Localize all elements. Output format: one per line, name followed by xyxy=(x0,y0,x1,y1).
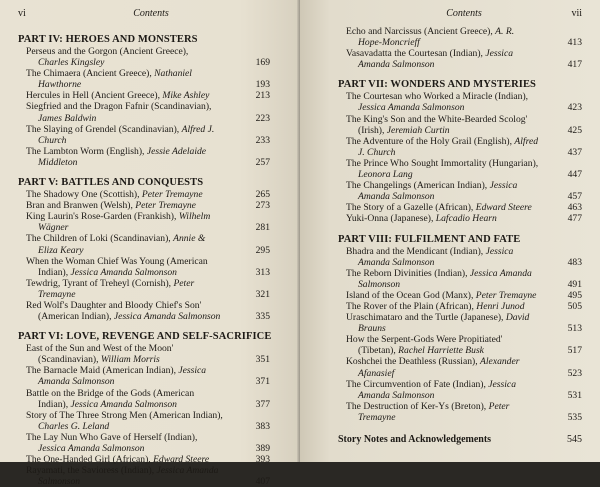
entry-line: Tremayne xyxy=(38,288,76,300)
entry-line: Yuki-Onna (Japanese), Lafcadio Hearn xyxy=(346,213,497,225)
entry-line: The Changelings (American Indian), Jessica xyxy=(346,180,518,192)
entry-line: Afanasief xyxy=(358,367,395,379)
contents-entry[interactable] xyxy=(18,101,284,123)
entry-line: Uraschimataro and the Turtle (Japanese), David xyxy=(346,312,530,324)
contents-entry[interactable] xyxy=(338,268,590,290)
contents-entry[interactable] xyxy=(338,334,590,356)
entry-title xyxy=(18,200,244,211)
entry-title xyxy=(18,146,244,168)
entry-page-number: 377 xyxy=(255,398,270,410)
entry-line: Eliza Keary xyxy=(38,244,84,256)
entry-line: Amanda Salmonson xyxy=(38,376,115,388)
entry-line: Red Wolf's Daughter and Bloody Chief's Son' xyxy=(26,299,202,311)
part-heading: PART IV: HEROES AND MONSTERS xyxy=(18,34,198,45)
contents-entry[interactable] xyxy=(18,432,284,454)
entry-line: The Chimaera (Ancient Greece), Nathaniel xyxy=(26,68,192,80)
entry-line: Battle on the Bridge of the Gods (American xyxy=(26,387,195,399)
entry-page-number: 483 xyxy=(567,256,582,268)
entry-page-number: 417 xyxy=(567,59,582,71)
right-page xyxy=(300,0,600,462)
page-number-vii: vii xyxy=(571,8,582,19)
entry-page-number: 321 xyxy=(255,288,270,300)
entry-title xyxy=(338,202,552,213)
entry-line: How the Serpent-Gods Were Propitiated' xyxy=(346,334,503,346)
entry-page-number: 535 xyxy=(567,411,582,423)
entry-title xyxy=(18,256,244,278)
entry-line: (American Indian), Jessica Amanda Salmonson xyxy=(38,311,221,323)
entry-line: Perseus and the Gorgon (Ancient Greece), xyxy=(26,46,189,57)
left-contents-list xyxy=(18,34,284,487)
entry-page-number: 531 xyxy=(567,389,582,401)
entry-page-number: 393 xyxy=(255,454,270,466)
running-head: Contents xyxy=(446,8,482,19)
entry-line: Charles Kingsley xyxy=(38,57,105,69)
entry-line: The One-Handed Girl (African), Edward Steere xyxy=(26,454,210,466)
entry-line: The Adventure of the Holy Grail (English), Alfred xyxy=(346,135,539,147)
contents-entry[interactable] xyxy=(338,356,590,378)
entry-line: Hope-Moncrieff xyxy=(358,37,420,49)
contents-entry[interactable] xyxy=(18,256,284,278)
entry-page-number: 517 xyxy=(567,345,582,357)
entry-title xyxy=(18,189,244,200)
entry-title xyxy=(338,213,552,224)
entry-line: J. Church xyxy=(358,146,396,158)
entry-page-number: 523 xyxy=(567,367,582,379)
entry-line: Jessica Amanda Salmonson xyxy=(358,102,465,114)
contents-entry[interactable] xyxy=(338,246,590,268)
story-notes-entry[interactable] xyxy=(338,434,590,445)
entry-page-number: 447 xyxy=(567,169,582,181)
entry-page-number: 313 xyxy=(255,266,270,278)
contents-entry[interactable] xyxy=(338,401,590,423)
contents-entry[interactable] xyxy=(338,158,590,180)
entry-page-number: 233 xyxy=(255,134,270,146)
entry-title xyxy=(338,356,552,378)
entry-page-number: 383 xyxy=(255,420,270,432)
contents-entry[interactable] xyxy=(338,202,590,213)
contents-entry[interactable] xyxy=(18,46,284,68)
entry-title xyxy=(18,432,244,454)
part-heading: PART VIII: FULFILMENT AND FATE xyxy=(338,233,521,245)
entry-line: Amanda Salmonson xyxy=(358,191,435,203)
entry-title xyxy=(338,26,552,48)
right-page-header xyxy=(338,6,590,22)
entry-page-number: 281 xyxy=(255,222,270,234)
entry-line: Hawthorne xyxy=(38,79,82,91)
entry-line: Salmonson xyxy=(358,278,401,290)
entry-title xyxy=(338,136,552,158)
entry-page-number: 407 xyxy=(255,476,270,487)
entry-line: (Irish), Jeremiah Curtin xyxy=(358,124,450,136)
entry-line: Island of the Ocean God (Manx), Peter Tremayne xyxy=(346,289,537,301)
entry-line: Amanda Salmonson xyxy=(358,256,435,268)
entry-title xyxy=(18,211,244,233)
contents-entry[interactable] xyxy=(18,146,284,168)
entry-line: Wägner xyxy=(38,222,69,234)
contents-entry[interactable] xyxy=(18,90,284,101)
entry-line: Bran and Branwen (Welsh), Peter Tremayne xyxy=(26,200,196,212)
entry-page-number: 477 xyxy=(567,213,582,225)
entry-page-number: 505 xyxy=(567,300,582,312)
contents-entry[interactable] xyxy=(18,233,284,255)
entry-line: Echo and Narcissus (Ancient Greece), A. R. xyxy=(346,26,515,37)
entry-title xyxy=(18,101,244,123)
contents-entry[interactable] xyxy=(338,379,590,401)
entry-title xyxy=(338,246,552,268)
entry-page-number: 413 xyxy=(567,37,582,49)
entry-line: The Reborn Divinities (Indian), Jessica Amanda xyxy=(346,267,532,279)
entry-line: (Tibetan), Rachel Harriette Busk xyxy=(358,345,484,357)
entry-line: The Prince Who Sought Immortality (Hungarian), xyxy=(346,157,539,169)
running-head: Contents xyxy=(133,8,169,19)
entry-page-number: 437 xyxy=(567,146,582,158)
entry-title xyxy=(338,48,552,70)
contents-entry[interactable] xyxy=(338,290,590,301)
entry-line: Tremayne xyxy=(358,411,396,423)
entry-page-number: 193 xyxy=(255,79,270,91)
continued-entries xyxy=(338,26,590,70)
entry-title xyxy=(18,388,244,410)
entry-page-number: 389 xyxy=(255,443,270,454)
entry-title xyxy=(18,124,244,146)
contents-entry[interactable] xyxy=(18,454,284,465)
contents-entry[interactable] xyxy=(18,211,284,233)
left-page-header xyxy=(18,6,284,22)
entry-line: Brauns xyxy=(358,323,386,335)
entry-title xyxy=(18,278,244,300)
entry-line: The Story of a Gazelle (African), Edward Steere xyxy=(346,202,532,214)
entry-title xyxy=(18,90,244,101)
entry-title xyxy=(338,290,552,301)
entry-line: The Lay Nun Who Gave of Herself (Indian), xyxy=(26,431,198,443)
entry-title xyxy=(338,114,552,136)
entry-page-number: 295 xyxy=(255,244,270,256)
entry-page-number: 495 xyxy=(567,289,582,301)
contents-entry[interactable] xyxy=(18,68,284,90)
entry-line: Rayamati, the Savioress (Indian), Jessica Amanda xyxy=(26,465,219,477)
contents-entry[interactable] xyxy=(18,200,284,211)
entry-title xyxy=(338,268,552,290)
entry-title xyxy=(338,180,552,202)
entry-page-number: 273 xyxy=(255,200,270,212)
contents-entry[interactable] xyxy=(338,301,590,312)
entry-line: The Children of Loki (Scandinavian), Annie & xyxy=(26,233,206,245)
entry-title xyxy=(338,401,552,423)
entry-line: Story of The Three Strong Men (American Indian), xyxy=(26,409,223,421)
contents-entry[interactable] xyxy=(338,48,590,70)
entry-line: Siegfried and the Dragon Fafnir (Scandinavian), xyxy=(26,101,212,113)
story-notes-title: Story Notes and Acknowledgements xyxy=(338,434,492,445)
entry-title xyxy=(338,334,552,356)
entry-page-number: 335 xyxy=(255,311,270,323)
entry-title xyxy=(18,465,244,487)
entry-page-number: 223 xyxy=(255,112,270,124)
entry-title xyxy=(18,365,244,387)
right-contents-list xyxy=(338,79,590,423)
part-heading: PART VII: WONDERS AND MYSTERIES xyxy=(338,79,536,91)
entry-line: James Baldwin xyxy=(38,112,97,124)
entry-page-number: 169 xyxy=(255,57,270,69)
entry-title xyxy=(338,379,552,401)
entry-line: The Circumvention of Fate (Indian), Jessica xyxy=(346,378,516,390)
entry-line: The Slaying of Grendel (Scandinavian), Alfred J. xyxy=(26,123,215,135)
contents-entry[interactable] xyxy=(338,312,590,334)
entry-line: Amanda Salmonson xyxy=(358,59,435,71)
entry-page-number: 213 xyxy=(255,90,270,102)
entry-page-number: 425 xyxy=(567,124,582,136)
entry-page-number: 371 xyxy=(255,376,270,388)
entry-page-number: 457 xyxy=(567,191,582,203)
contents-entry[interactable] xyxy=(338,180,590,202)
page-number-vi: vi xyxy=(18,8,26,19)
contents-entry[interactable] xyxy=(18,278,284,300)
contents-entry[interactable] xyxy=(338,26,590,48)
contents-entry[interactable] xyxy=(18,300,284,322)
entry-page-number: 513 xyxy=(567,323,582,335)
entry-line: (Scandinavian), William Morris xyxy=(38,354,160,366)
contents-entry[interactable] xyxy=(18,124,284,146)
entry-title xyxy=(338,158,552,180)
entry-line: Vasavadatta the Courtesan (Indian), Jessica xyxy=(346,48,514,60)
entry-line: East of the Sun and West of the Moon' xyxy=(26,343,174,355)
entry-title xyxy=(18,410,244,432)
entry-line: The Courtesan who Worked a Miracle (Indian), xyxy=(346,91,529,103)
entry-line: The Rover of the Plain (African), Henri Junod xyxy=(346,300,525,312)
entry-line: Bhadra and the Mendicant (Indian), Jessica xyxy=(346,245,514,257)
entry-page-number: 351 xyxy=(255,354,270,366)
entry-line: Salmonson xyxy=(38,476,81,487)
contents-entry[interactable] xyxy=(338,136,590,158)
entry-line: The King's Son and the White-Bearded Scolog' xyxy=(346,113,528,125)
entry-line: Charles G. Leland xyxy=(38,420,110,432)
entry-line: Koshchei the Deathless (Russian), Alexander xyxy=(346,356,520,368)
entry-title xyxy=(338,91,552,113)
entry-title xyxy=(338,301,552,312)
contents-entry[interactable] xyxy=(18,365,284,387)
part-heading: PART V: BATTLES AND CONQUESTS xyxy=(18,177,204,189)
entry-line: Indian), Jessica Amanda Salmonson xyxy=(38,398,177,410)
story-notes-page: 545 xyxy=(567,434,582,445)
entry-line: The Destruction of Ker-Ys (Breton), Peter xyxy=(346,400,510,412)
entry-line: Middleton xyxy=(38,156,78,168)
entry-line: Church xyxy=(38,134,67,146)
entry-line: The Barnacle Maid (American Indian), Jessica xyxy=(26,365,207,377)
contents-entry[interactable] xyxy=(338,213,590,224)
entry-line: The Lambton Worm (English), Jessie Adelaide xyxy=(26,145,207,157)
contents-entry[interactable] xyxy=(18,410,284,432)
entry-page-number: 423 xyxy=(567,102,582,114)
entry-page-number: 265 xyxy=(255,189,270,201)
entry-line: When the Woman Chief Was Young (American xyxy=(26,255,208,267)
contents-entry[interactable] xyxy=(18,343,284,365)
entry-page-number: 257 xyxy=(255,156,270,168)
contents-entry[interactable] xyxy=(18,465,284,487)
entry-title xyxy=(338,312,552,334)
entry-title xyxy=(18,233,244,255)
contents-entry[interactable] xyxy=(338,91,590,113)
entry-line: Amanda Salmonson xyxy=(358,389,435,401)
contents-entry[interactable] xyxy=(18,388,284,410)
entry-title xyxy=(18,300,244,322)
entry-line: King Laurin's Rose-Garden (Frankish), Wilhelm xyxy=(26,211,211,223)
entry-line: The Shadowy One (Scottish), Peter Tremayne xyxy=(26,189,203,201)
entry-title xyxy=(18,68,244,90)
entry-line: Indian), Jessica Amanda Salmonson xyxy=(38,266,177,278)
contents-entry[interactable] xyxy=(338,114,590,136)
entry-page-number: 491 xyxy=(567,278,582,290)
entry-line: Jessica Amanda Salmonson xyxy=(38,443,145,454)
entry-line: Leonora Lang xyxy=(358,169,413,181)
entry-title xyxy=(18,343,244,365)
entry-title xyxy=(18,46,244,68)
entry-line: Hercules in Hell (Ancient Greece), Mike Ashley xyxy=(26,90,210,102)
entry-line: Tewdrig, Tyrant of Treheyl (Cornish), Peter xyxy=(26,277,195,289)
entry-title xyxy=(18,454,244,465)
entry-page-number: 463 xyxy=(567,202,582,214)
contents-entry[interactable] xyxy=(18,189,284,200)
part-heading: PART VI: LOVE, REVENGE AND SELF-SACRIFICE xyxy=(18,331,272,343)
